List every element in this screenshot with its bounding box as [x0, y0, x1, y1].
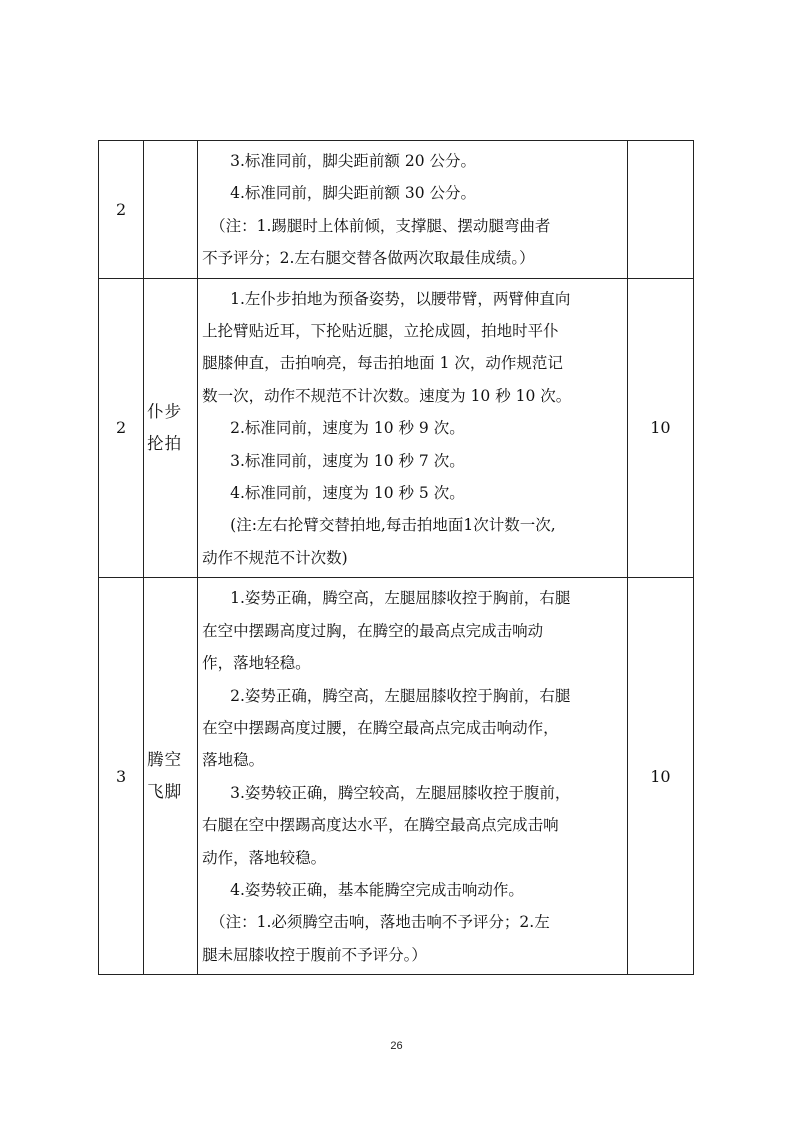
criteria-cell [198, 141, 628, 279]
criteria-line: 动作不规范不计次数) [202, 548, 348, 567]
criteria-line: 上抡臂贴近耳，下抡贴近腿，立抡成圆，拍地时平仆 [202, 322, 559, 341]
criteria-line: 腿膝伸直，击拍响亮，每击拍地面 1 次，动作规范记 [202, 354, 563, 373]
criteria-line: 1.姿势正确，腾空高，左腿屈膝收控于胸前，右腿 [230, 589, 571, 608]
criteria-line: 落地稳。 [202, 751, 265, 770]
score-cell: 10 [627, 278, 693, 578]
criteria-line: (注:左右抡臂交替拍地,每击拍地面1次计数一次, [230, 516, 556, 535]
criteria-line: 在空中摆踢高度过腰，在腾空最高点完成击响动作， [202, 718, 559, 737]
criteria-line: 不予评分；2.左右腿交替各做两次取最佳成绩。） [202, 249, 535, 268]
criteria-line: 3.标准同前，脚尖距前额 20 公分。 [230, 152, 477, 170]
criteria-line: 4.姿势较正确，基本能腾空完成击响动作。 [230, 880, 524, 899]
criteria-line: 3.标准同前，速度为 10 秒 7 次。 [230, 451, 465, 470]
criteria-line: 在空中摆踢高度过胸，在腾空的最高点完成击响动 [202, 621, 544, 640]
score-cell: 10 [627, 578, 693, 975]
criteria-line: 作，落地轻稳。 [202, 654, 311, 673]
item-name-line: 飞脚 [147, 782, 183, 802]
page-number: 26 [390, 1040, 403, 1052]
criteria-line: 4.标准同前，速度为 10 秒 5 次。 [230, 484, 465, 503]
item-name-line: 腾空 [147, 750, 183, 770]
row-number: 3 [99, 578, 144, 975]
criteria-line: 右腿在空中摆踢高度达水平，在腾空最高点完成击响 [202, 816, 559, 835]
criteria-line: 2.姿势正确，腾空高，左腿屈膝收控于胸前，右腿 [230, 686, 571, 705]
item-name [144, 278, 198, 578]
score-cell [627, 141, 693, 279]
scoring-table-body [99, 141, 694, 975]
criteria-line: 3.姿势较正确，腾空较高，左腿屈膝收控于腹前， [230, 783, 571, 802]
criteria-cell [198, 278, 628, 578]
criteria-line: （注：1.必须腾空击响，落地击响不予评分；2.左 [210, 913, 550, 932]
table-row [99, 278, 694, 578]
criteria-line: 数一次，动作不规范不计次数。速度为 10 秒 10 次。 [202, 386, 572, 405]
item-name [144, 578, 198, 975]
scoring-table [98, 140, 694, 975]
table-row [99, 578, 694, 975]
criteria-line: （注：1.踢腿时上体前倾，支撑腿、摆动腿弯曲者 [210, 216, 551, 235]
criteria-line: 1.左仆步拍地为预备姿势，以腰带臂，两臂伸直向 [230, 289, 571, 308]
table-row [99, 141, 694, 279]
criteria-line: 2.标准同前，速度为 10 秒 9 次。 [230, 419, 465, 438]
criteria-line: 腿未屈膝收控于腹前不予评分。） [202, 945, 427, 964]
item-name [144, 141, 198, 279]
row-number: 2 [99, 278, 144, 578]
criteria-cell [198, 578, 628, 975]
row-number: 2 [99, 141, 144, 279]
criteria-line: 动作，落地较稳。 [202, 848, 327, 867]
item-name-line: 仆步 [147, 401, 183, 421]
item-name-line: 抡拍 [147, 433, 183, 453]
criteria-line: 4.标准同前，脚尖距前额 30 公分。 [230, 184, 477, 203]
